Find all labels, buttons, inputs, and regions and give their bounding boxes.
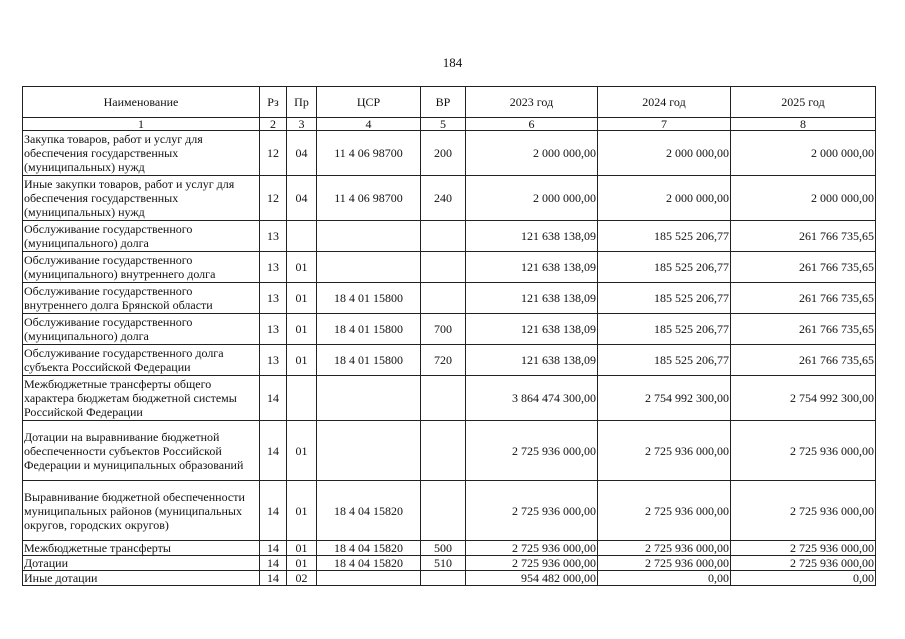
row-csr [317, 571, 421, 586]
header-pr: Пр [287, 87, 317, 118]
table-row [23, 252, 876, 283]
row-pr: 01 [287, 283, 317, 314]
row-pr: 01 [287, 556, 317, 571]
row-name: Закупка товаров, работ и услуг для обеспечения государственных (муниципальных) нужд [23, 131, 260, 176]
table-row [23, 571, 876, 586]
table-row [23, 314, 876, 345]
table-row [23, 345, 876, 376]
row-pr: 01 [287, 421, 317, 481]
row-vr [421, 571, 466, 586]
row-amount-2024: 185 525 206,77 [598, 221, 731, 252]
row-pr: 04 [287, 131, 317, 176]
header-2023: 2023 год [466, 87, 598, 118]
row-pr: 01 [287, 541, 317, 556]
row-pr: 01 [287, 252, 317, 283]
row-amount-2024: 185 525 206,77 [598, 314, 731, 345]
row-vr: 500 [421, 541, 466, 556]
header-name: Наименование [23, 87, 260, 118]
column-number: 6 [466, 118, 598, 131]
row-vr [421, 252, 466, 283]
row-rz: 13 [260, 221, 287, 252]
row-pr: 01 [287, 345, 317, 376]
row-name: Межбюджетные трансферты [23, 541, 260, 556]
row-csr: 18 4 04 15820 [317, 541, 421, 556]
row-csr [317, 376, 421, 421]
column-number: 7 [598, 118, 731, 131]
row-amount-2023: 121 638 138,09 [466, 314, 598, 345]
row-amount-2023: 121 638 138,09 [466, 283, 598, 314]
row-rz: 13 [260, 252, 287, 283]
row-amount-2025: 2 725 936 000,00 [731, 556, 876, 571]
row-amount-2024: 185 525 206,77 [598, 283, 731, 314]
row-amount-2024: 2 000 000,00 [598, 176, 731, 221]
row-csr [317, 252, 421, 283]
table-row [23, 376, 876, 421]
table-row [23, 176, 876, 221]
row-amount-2023: 2 725 936 000,00 [466, 481, 598, 541]
row-rz: 12 [260, 176, 287, 221]
row-vr [421, 421, 466, 481]
row-amount-2025: 261 766 735,65 [731, 221, 876, 252]
row-amount-2025: 2 725 936 000,00 [731, 541, 876, 556]
row-rz: 14 [260, 556, 287, 571]
budget-table [22, 86, 876, 586]
header-2025: 2025 год [731, 87, 876, 118]
row-pr: 01 [287, 481, 317, 541]
column-number: 3 [287, 118, 317, 131]
row-pr: 01 [287, 314, 317, 345]
row-amount-2025: 2 000 000,00 [731, 131, 876, 176]
row-amount-2023: 121 638 138,09 [466, 252, 598, 283]
row-csr: 11 4 06 98700 [317, 131, 421, 176]
row-amount-2024: 2 725 936 000,00 [598, 421, 731, 481]
column-number: 1 [23, 118, 260, 131]
page-number: 184 [442, 55, 463, 70]
row-amount-2023: 3 864 474 300,00 [466, 376, 598, 421]
row-amount-2025: 261 766 735,65 [731, 314, 876, 345]
row-name: Обслуживание государственного долга субъекта Российской Федерации [23, 345, 260, 376]
table-row [23, 556, 876, 571]
column-number: 8 [731, 118, 876, 131]
row-rz: 12 [260, 131, 287, 176]
column-number-row [23, 118, 876, 131]
row-name: Обслуживание государственного (муниципального) внутреннего долга [23, 252, 260, 283]
table-row [23, 283, 876, 314]
row-amount-2024: 185 525 206,77 [598, 345, 731, 376]
row-amount-2023: 2 000 000,00 [466, 176, 598, 221]
row-rz: 14 [260, 541, 287, 556]
row-rz: 13 [260, 345, 287, 376]
row-pr: 02 [287, 571, 317, 586]
header-row [23, 87, 876, 118]
table-row [23, 221, 876, 252]
row-rz: 13 [260, 314, 287, 345]
row-amount-2024: 2 000 000,00 [598, 131, 731, 176]
column-number: 4 [317, 118, 421, 131]
row-amount-2024: 0,00 [598, 571, 731, 586]
column-number: 2 [260, 118, 287, 131]
row-vr: 700 [421, 314, 466, 345]
row-amount-2024: 185 525 206,77 [598, 252, 731, 283]
row-amount-2025: 2 000 000,00 [731, 176, 876, 221]
row-amount-2023: 2 725 936 000,00 [466, 541, 598, 556]
table-row [23, 541, 876, 556]
row-rz: 13 [260, 283, 287, 314]
table-row [23, 481, 876, 541]
row-vr [421, 221, 466, 252]
row-vr: 510 [421, 556, 466, 571]
row-amount-2025: 2 725 936 000,00 [731, 421, 876, 481]
row-csr: 18 4 01 15800 [317, 345, 421, 376]
row-csr: 18 4 04 15820 [317, 556, 421, 571]
row-amount-2023: 121 638 138,09 [466, 221, 598, 252]
row-amount-2025: 2 725 936 000,00 [731, 481, 876, 541]
row-vr [421, 376, 466, 421]
row-rz: 14 [260, 571, 287, 586]
row-vr: 720 [421, 345, 466, 376]
row-amount-2024: 2 754 992 300,00 [598, 376, 731, 421]
row-name: Иные дотации [23, 571, 260, 586]
row-csr [317, 421, 421, 481]
row-amount-2023: 121 638 138,09 [466, 345, 598, 376]
row-name: Обслуживание государственного (муниципального) долга [23, 314, 260, 345]
row-amount-2025: 261 766 735,65 [731, 252, 876, 283]
row-csr: 18 4 01 15800 [317, 283, 421, 314]
row-vr: 200 [421, 131, 466, 176]
row-csr: 11 4 06 98700 [317, 176, 421, 221]
row-name: Дотации [23, 556, 260, 571]
row-pr: 04 [287, 176, 317, 221]
row-rz: 14 [260, 421, 287, 481]
header-csr: ЦСР [317, 87, 421, 118]
row-rz: 14 [260, 376, 287, 421]
row-amount-2025: 261 766 735,65 [731, 283, 876, 314]
row-amount-2024: 2 725 936 000,00 [598, 541, 731, 556]
row-amount-2024: 2 725 936 000,00 [598, 556, 731, 571]
row-amount-2025: 2 754 992 300,00 [731, 376, 876, 421]
row-csr: 18 4 04 15820 [317, 481, 421, 541]
row-name: Обслуживание государственного (муниципального) долга [23, 221, 260, 252]
row-name: Выравнивание бюджетной обеспеченности муниципальных районов (муниципальных округов, городских округов) [23, 481, 260, 541]
row-vr [421, 283, 466, 314]
table-row [23, 421, 876, 481]
column-number: 5 [421, 118, 466, 131]
row-csr [317, 221, 421, 252]
row-vr: 240 [421, 176, 466, 221]
row-csr: 18 4 01 15800 [317, 314, 421, 345]
row-amount-2025: 0,00 [731, 571, 876, 586]
row-rz: 14 [260, 481, 287, 541]
header-rz: Рз [260, 87, 287, 118]
header-2024: 2024 год [598, 87, 731, 118]
row-name: Межбюджетные трансферты общего характера бюджетам бюджетной системы Российской Федерации [23, 376, 260, 421]
row-name: Дотации на выравнивание бюджетной обеспеченности субъектов Российской Федерации и муниципальных образований [23, 421, 260, 481]
row-amount-2023: 2 725 936 000,00 [466, 421, 598, 481]
row-pr [287, 376, 317, 421]
row-vr [421, 481, 466, 541]
table-row [23, 131, 876, 176]
row-amount-2023: 954 482 000,00 [466, 571, 598, 586]
row-amount-2024: 2 725 936 000,00 [598, 481, 731, 541]
row-name: Иные закупки товаров, работ и услуг для обеспечения государственных (муниципальных) нужд [23, 176, 260, 221]
row-name: Обслуживание государственного внутреннего долга Брянской области [23, 283, 260, 314]
row-pr [287, 221, 317, 252]
row-amount-2025: 261 766 735,65 [731, 345, 876, 376]
header-vr: ВР [421, 87, 466, 118]
row-amount-2023: 2 000 000,00 [466, 131, 598, 176]
row-amount-2023: 2 725 936 000,00 [466, 556, 598, 571]
